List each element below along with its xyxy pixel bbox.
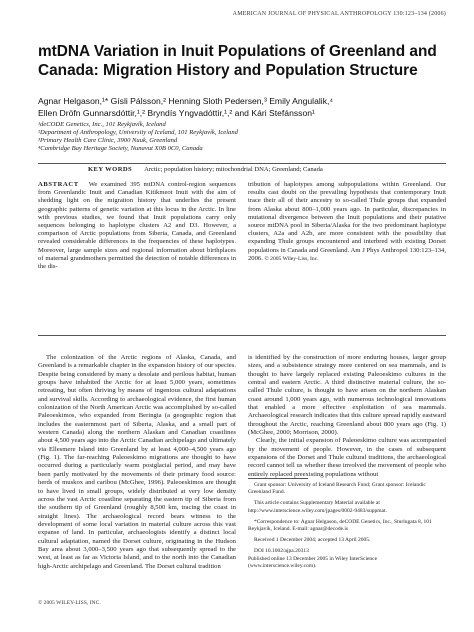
body-right-column <box>248 354 446 479</box>
affiliations <box>38 121 438 153</box>
divider-abstract <box>38 335 446 336</box>
abstract-copyright: © 2005 Wiley-Liss, Inc. <box>264 255 319 262</box>
authors-line-2: Ellen Dröfn Gunnarsdóttir,¹,² Bryndís Yngvadóttir,¹,² and Kári Stefánsson¹ <box>38 107 315 118</box>
affiliation-2: ²Department of Anthropology, University of Iceland, 101 Reykjavík, Iceland <box>38 129 238 137</box>
author-list <box>38 96 438 119</box>
body-paragraph: The colonization of the Arctic regions of Alaska, Canada, and Greenland is a remarkable chapter in the expansion history of our species. Despite being considered by many a desolate and perilous habitat, human groups have inhabited the Arctic for at least 5,000 years, sometimes retreating, but often thriving by means of ingenious cultural adaptations and survival skills. According to archaeological evidence, the first human colonization of the North American Arctic was accomplished by so-called Paleoeskimos, who expanded from Beringia (a geographic region that includes the easternmost part of Siberia, Alaska, and a small part of western Canada) along the northern Alaskan and Canadian coastlines about 4,500 years ago into the Arctic Canadian archipelago and ultimately via Ellesmere Island into Greenland by at least 4,000–4,500 years ago (Fig. 1). The far-reaching Paleoeskimo migrations are thought to have occurred during a particularly warm postglacial period, and may have been partly motivated by the movements of their primary food source: herds of muskox and caribou (McGhee, 1996). Paleoeskimos are thought to have lived in small groups, widely distributed at very low density across the vast Arctic coastline separating the eastern tip of Siberia from the southern tip of Greenland (roughly 8,500 km, tracing the coast in straight lines). The archaeological record bears witness to the development of some local variation in material culture across this vast expanse of land. In particular, archaeologists identify a distinct local cultural adaptation, named the Dorset culture, originating in the Hudson Bay area about 3,000–3,500 years ago that subsequently spread to the west, at least as far as Victoria Island, and to the north into the Canadian high-Arctic archipelago and Greenland. The Dorset cultural tradition <box>38 354 236 570</box>
abstract-right-column <box>248 181 446 263</box>
keywords-text: Arctic; population history; mitochondrial DNA; Greenland; Canada <box>144 166 323 173</box>
affiliation-1: ¹deCODE Genetics, Inc., 101 Reykjavík, Iceland <box>38 121 166 128</box>
footnote-rule <box>248 478 308 479</box>
authors-line-1: Agnar Helgason,¹* Gísli Pálsson,² Henning Sloth Pedersen,³ Emily Angulalik,⁴ <box>38 96 334 106</box>
abstract-text-left: We examined 395 mtDNA control-region sequences from Greenlandic Inuit and Canadian Kitikmeot Inuit with the aim of shedding light on the migration history that underlies the present geographic patterns of genetic variation at this locus in the Arctic. In line with previous studies, we found that Inuit populations carry only sequences belonging to haplotype clusters A2 and D3. However, a comparison of Arctic populations from Siberia, Canada, and Greenland revealed considerable differences in the frequencies of these haplotypes. Moreover, large sample sizes and regional information about birthplaces of maternal grandmothers permitted the detection of notable differences in the dis- <box>38 181 236 271</box>
abstract-label: ABSTRACT <box>38 181 79 188</box>
affiliation-3: ³Primary Health Care Clinic, 3900 Nuuk, Greenland <box>38 137 178 145</box>
footnote-doi: DOI 10.1002/ajpa.20313 Published online 13 December 2005 in Wiley InterScience (www.interscience.wiley.com). <box>248 548 378 569</box>
footer-copyright: © 2005 WILEY-LISS, INC. <box>38 600 101 606</box>
footnote-grant: Grant sponsor: University of Iceland Research Fund; Grant sponsor: Icelandic Greenland Fund. <box>248 482 426 496</box>
footnote-received: Received 1 December 2004; accepted 13 April 2005. <box>254 537 371 544</box>
body-paragraph: Clearly, the initial expansion of Paleoeskimo culture was accompanied by the movement of people. However, in the cases of subsequent expansions of the Dorset and Thule cultural traditions, the archaeological record cannot tell us whether these involved the movement of people who entirely replaced preexisting populations without <box>248 437 446 478</box>
footnotes <box>248 482 446 574</box>
affiliation-4: ⁴Cambridge Bay Heritage Society, Nunavut X0B 0C0, Canada <box>38 145 203 153</box>
running-header: AMERICAN JOURNAL OF PHYSICAL ANTHROPOLOGY 130:123–134 (2006) <box>232 11 446 17</box>
abstract-left-column <box>38 181 236 271</box>
divider-top <box>38 163 446 164</box>
paper-title: mtDNA Variation in Inuit Populations of Greenland and Canada: Migration History and Population Structure <box>38 43 437 79</box>
footnote-supplement: This article contains Supplementary Material available at http://www.interscience.wiley.com/jpages/0002-9483/suppmat. <box>248 500 387 514</box>
body-paragraph: is identified by the construction of more enduring houses, larger group sizes, and a subsistence strategy more centered on sea mammals, and is thought to have largely replaced existing Paleoeskimo cultures in the central and eastern Arctic. A third distinctive material culture, the so-called Thule culture, is thought to have arisen on the northern Alaskan coast around 1,000 years ago, with numerous technological innovations that enabled a more effective exploitation of sea mammals. Archaeological research indicates that this culture spread rapidly eastward throughout the Arctic, reaching Greenland about 800 years ago (Fig. 1) (McGhee, 2000; Morrison, 2000). <box>248 354 446 437</box>
keywords-line <box>88 166 448 174</box>
abstract-text-right: tribution of haplotypes among subpopulations within Greenland. Our results cast doubt on the prevailing hypothesis that contemporary Inuit trace their all of their ancestry to so-called Thule groups that expanded from Alaska about 800–1,000 years ago. In particular, discrepancies in mutational divergence between the Inuit populations and their putative source mtDNA pool in Siberia/Alaska for the two predominant haplotype clusters, A2a and A2b, are more consistent with the possibility that expanding Thule groups encountered and interbred with existing Dorset populations in Canada and Greenland. Am J Phys Anthropol 130:123–134, 2006. <box>248 181 446 262</box>
body-left-column <box>38 354 236 571</box>
keywords-label: KEY WORDS <box>88 166 133 173</box>
footnote-correspondence: *Correspondence to: Agnar Helgason, deCODE Genetics, Inc., Sturlugata 8, 101 Reykjavík, Iceland. E-mail: agnar@decode.is <box>248 518 432 533</box>
